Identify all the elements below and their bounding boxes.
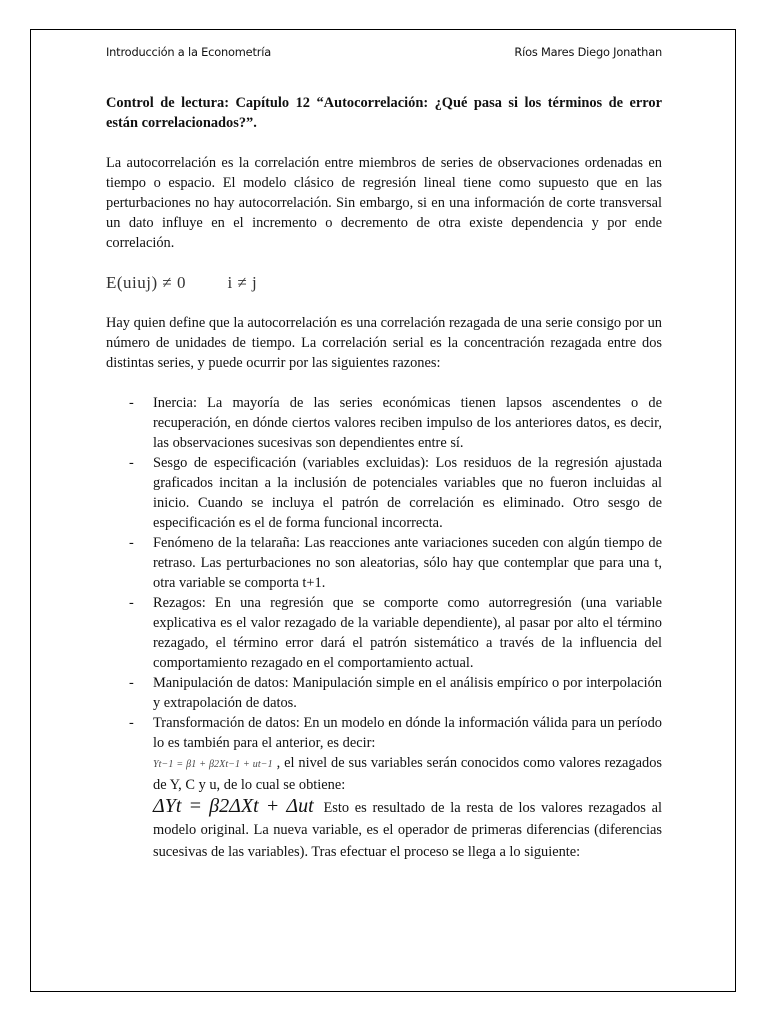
list-item (106, 453, 662, 533)
list-dash: - (129, 595, 134, 611)
paragraph-autocorrelation-definition: La autocorrelación es la correlación entre miembros de series de observaciones ordenadas en tiempo o espacio. El modelo clásico de regresión lineal tiene como supuesto que en las perturbaciones no hay autocorrelación. Sin embargo, si en una información de corte transversal un dato influye en el incremento o decremento de otra existe dependencia y por ende correlación. (106, 155, 662, 251)
list-item-data-transformation (106, 713, 662, 863)
formula-expectation: E(uiuj) ≠ 0 (106, 273, 186, 292)
list-item-text: Manipulación de datos: Manipulación simple en el análisis empírico o por interpolación y extrapolación de datos. (153, 675, 662, 711)
list-item (106, 673, 662, 713)
header-author-name: Ríos Mares Diego Jonathan (514, 45, 662, 59)
running-header (106, 45, 662, 59)
list-item-text-conclusion: Esto es resultado de la resta de los valores rezagados al modelo original. La nueva variable, es el operador de primeras diferencias (diferencias sucesivas de las variables). Tras efectuar el proceso se llega a lo siguiente: (153, 800, 662, 860)
list-dash: - (129, 395, 134, 411)
list-dash: - (129, 455, 134, 471)
header-course-title: Introducción a la Econometría (106, 45, 271, 59)
lagged-regression-equation: Yt−1 = β1 + β2Xt−1 + ut−1 (153, 759, 273, 770)
formula-index-condition: i ≠ j (227, 273, 258, 292)
list-dash: - (129, 715, 134, 731)
list-item-text: Transformación de datos: En un modelo en dónde la información válida para un período lo es también para el anterior, es decir: (153, 715, 662, 751)
list-dash: - (129, 535, 134, 551)
list-item-text: Rezagos: En una regresión que se comporte como autorregresión (una variable explicativa es el valor rezagado de la variable dependiente), al pasar por alto el término rezagado, el término error dará el patrón sistemático a través de la influencia del comportamiento rezagado en el comportamiento actual. (153, 595, 662, 671)
list-dash: - (129, 675, 134, 691)
causes-list (106, 393, 662, 863)
first-difference-equation: ΔYt = β2ΔXt + Δut (153, 795, 314, 817)
list-item (106, 393, 662, 453)
document-body (106, 93, 662, 863)
paragraph-serial-correlation: Hay quien define que la autocorrelación es una correlación rezagada de una serie consigo por un número de unidades de tiempo. La correlación serial es la concentración rezagada entre dos distintas series, y puede ocurrir por las siguientes razones: (106, 315, 662, 371)
list-item (106, 593, 662, 673)
list-item-text: Inercia: La mayoría de las series económicas tienen lapsos ascendentes o de recuperación, en dónde ciertos valores reciben impulso de los anteriores datos, es decir, las observaciones sucesivas son dependientes entre sí. (153, 395, 662, 451)
document-title: Control de lectura: Capítulo 12 “Autocorrelación: ¿Qué pasa si los términos de error están correlacionados?”. (106, 95, 662, 131)
list-item-text-continued: , el nivel de sus variables serán conocidos como valores rezagados de Y, C y u, de lo cual se obtiene: (153, 755, 662, 793)
list-item (106, 533, 662, 593)
list-item-text: Fenómeno de la telaraña: Las reacciones ante variaciones suceden con algún tiempo de retraso. Las perturbaciones no son aleatorias, sólo hay que contemplar que para una t, otra variable se comporta t+1. (153, 535, 662, 591)
covariance-formula (106, 273, 662, 297)
list-item-text: Sesgo de especificación (variables excluidas): Los residuos de la regresión ajustada graficados incitan a la inclusión de potenciales variables que no fueron incluidas al inicio. Cuando se incluya el patrón de correlación es eliminado. Otro sesgo de especificación es el de forma funcional incorrecta. (153, 455, 662, 531)
